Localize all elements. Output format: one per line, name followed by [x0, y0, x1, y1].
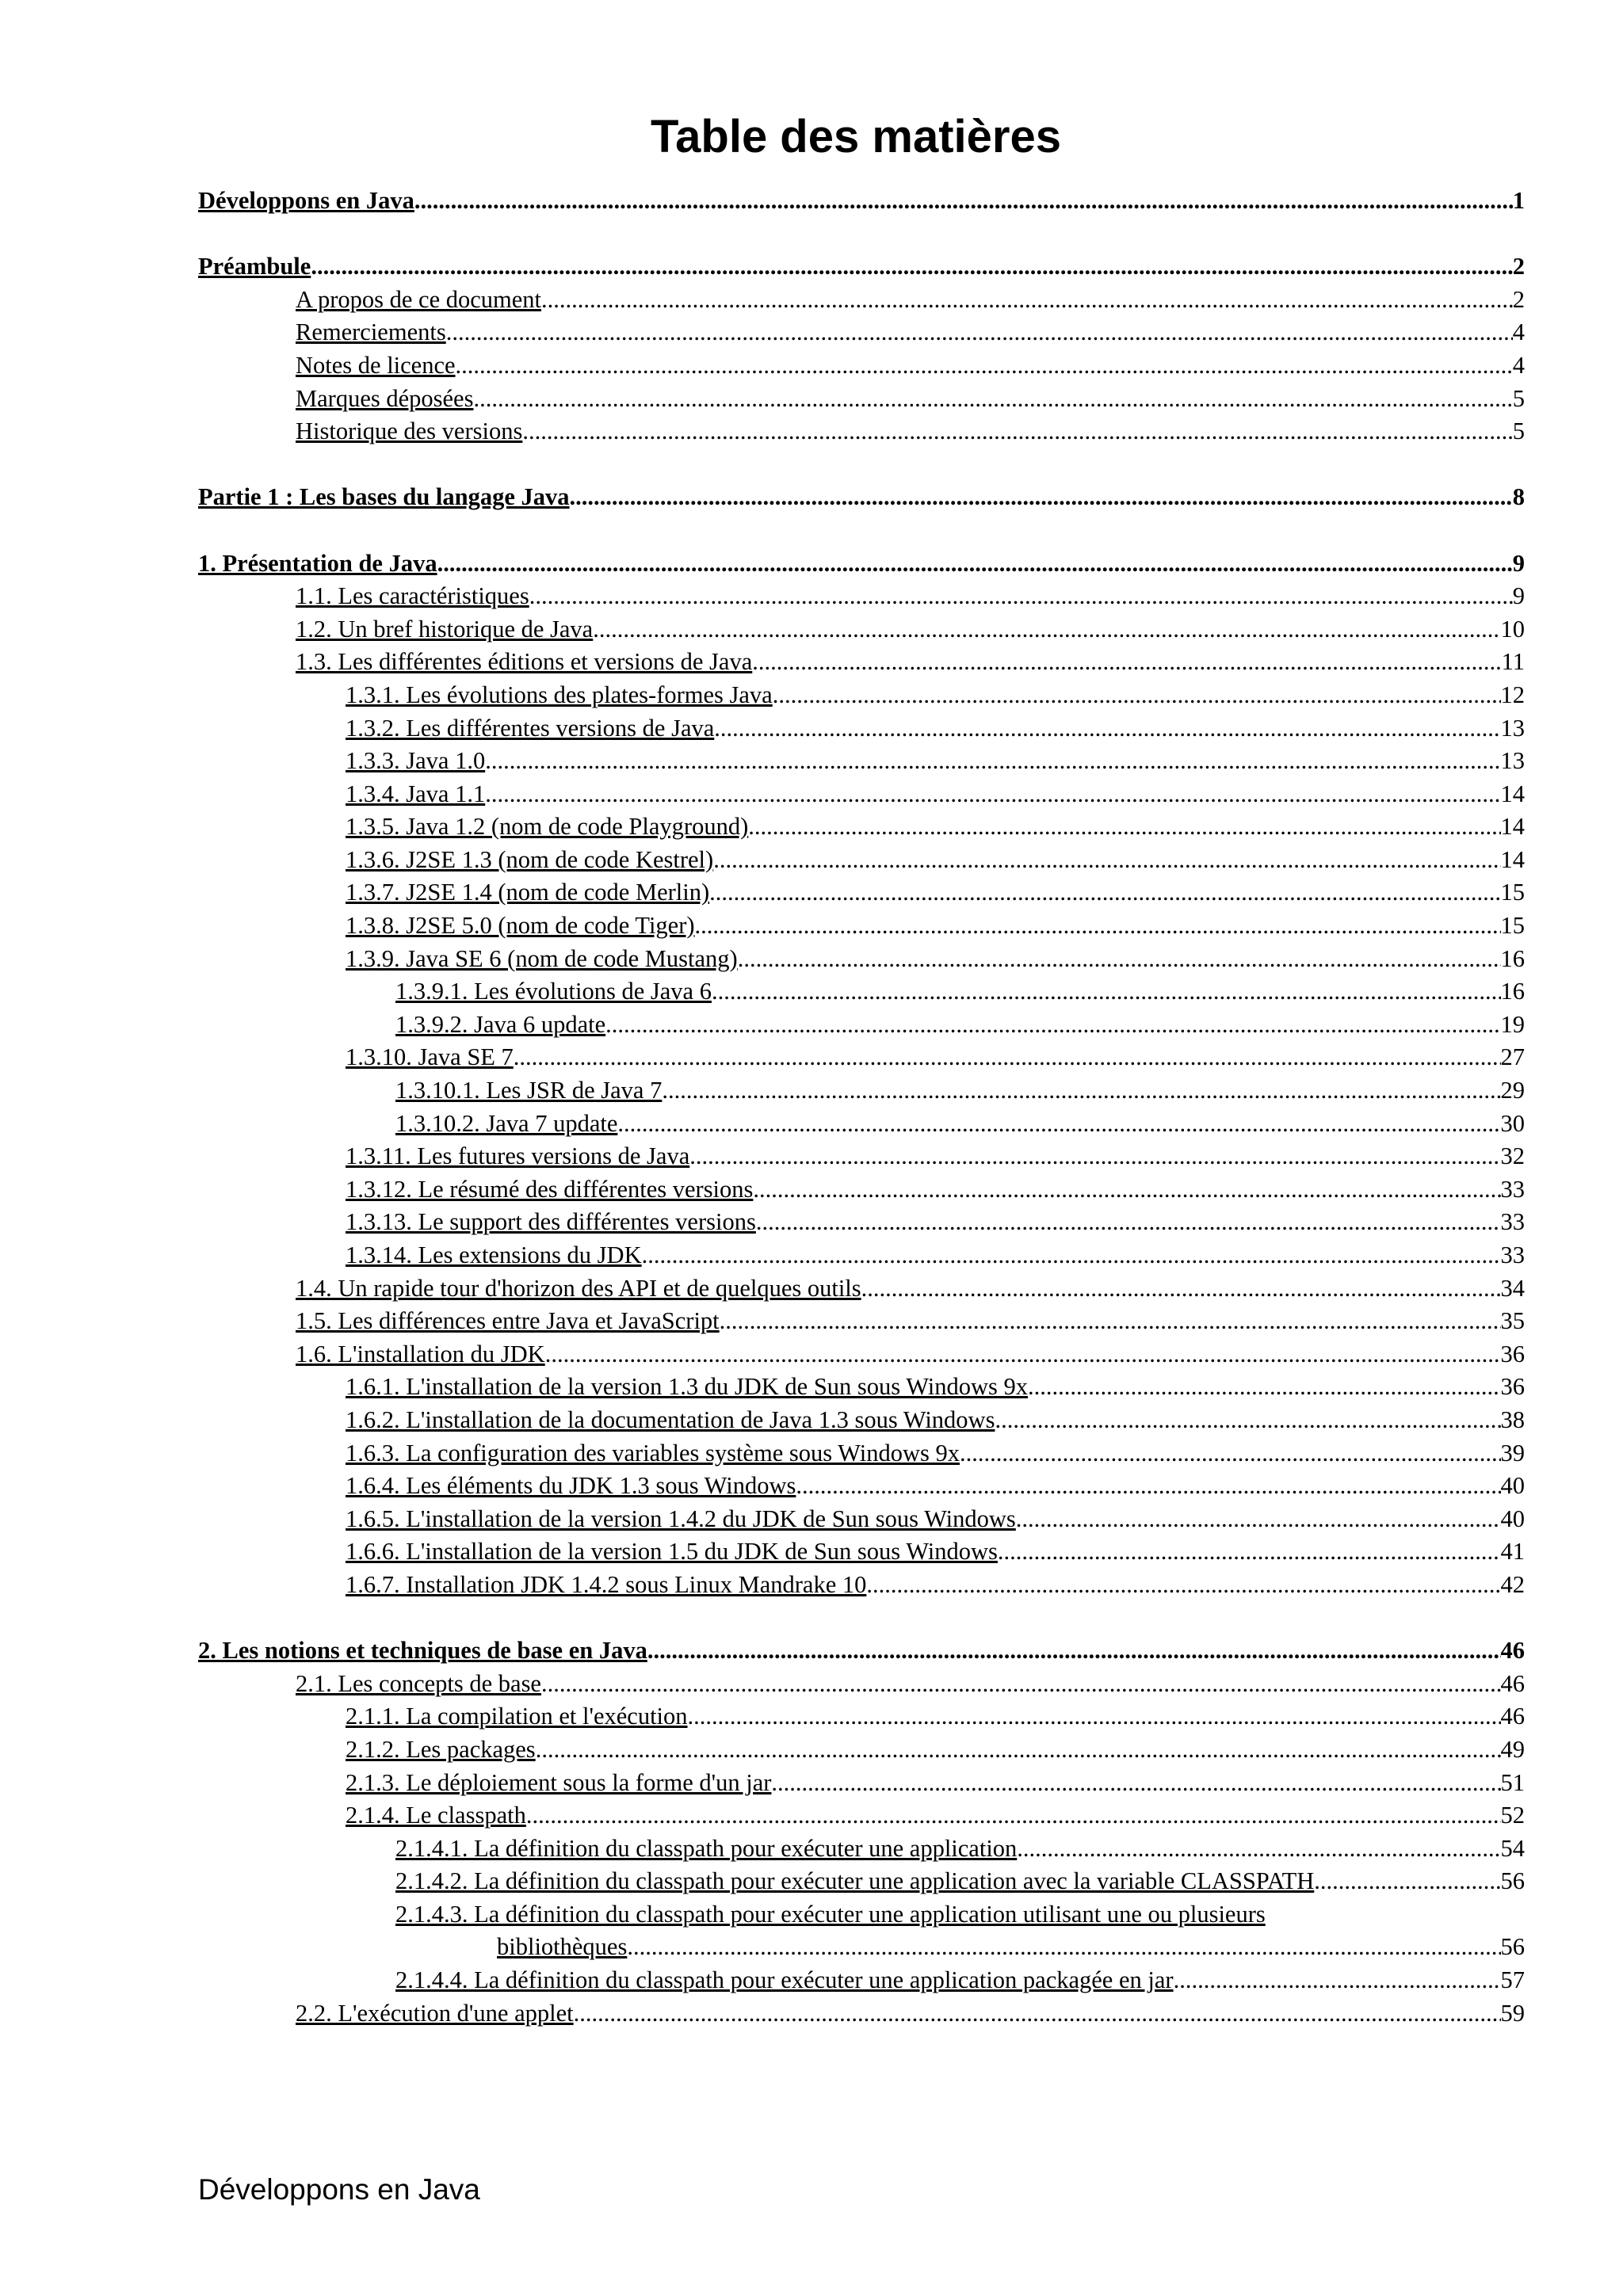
dot-leader: [713, 844, 1500, 877]
toc-entry-label[interactable]: 1.3. Les différentes éditions et versions de Java: [296, 648, 753, 676]
toc-entry-label[interactable]: Partie 1 : Les bases du langage Java: [198, 483, 570, 511]
toc-page-number: 59: [1500, 1999, 1525, 2027]
dot-leader: [456, 349, 1513, 383]
toc-entry-label[interactable]: 1.1. Les caractéristiques: [296, 582, 529, 610]
toc-entry-label[interactable]: 2.1.4.3. La définition du classpath pour exécuter une application utilisant une ou plusieurs: [395, 1900, 1266, 1928]
toc-entry[interactable]: [198, 1799, 1525, 1833]
toc-page-number: 56: [1500, 1933, 1525, 1961]
dot-leader: [689, 1140, 1500, 1173]
dot-leader: [617, 1108, 1500, 1141]
toc-entry-label[interactable]: 1. Présentation de Java: [198, 549, 437, 577]
dot-leader: [536, 1733, 1501, 1767]
toc-entry-label[interactable]: 1.5. Les différences entre Java et JavaScript: [296, 1307, 720, 1335]
dot-leader: [514, 1041, 1501, 1074]
dot-leader: [1174, 1964, 1501, 1997]
toc-entry[interactable]: [198, 1173, 1525, 1207]
dot-leader: [752, 646, 1501, 679]
toc-page-number: 16: [1500, 944, 1525, 972]
toc-page-number: 42: [1500, 1570, 1525, 1598]
toc-page-number: 12: [1500, 681, 1525, 708]
dot-leader: [446, 316, 1513, 349]
toc-entry[interactable]: [198, 1634, 1525, 1668]
dot-leader: [960, 1437, 1501, 1470]
toc-entry[interactable]: [198, 876, 1525, 910]
toc-entry[interactable]: [198, 1009, 1525, 1042]
toc-entry[interactable]: [198, 1668, 1525, 1701]
dot-leader: [541, 1668, 1501, 1701]
toc-page-number: 40: [1500, 1472, 1525, 1500]
toc-entry[interactable]: [198, 1833, 1525, 1866]
toc-entry-label[interactable]: Remerciements: [296, 318, 446, 346]
toc-page-number: 33: [1500, 1175, 1525, 1203]
toc-entry-label[interactable]: 1.3.5. Java 1.2 (nom de code Playground): [346, 813, 749, 841]
toc-entry-label[interactable]: 2.1.1. La compilation et l'exécution: [346, 1703, 688, 1730]
toc-page-number: 8: [1512, 483, 1525, 511]
toc-page-number: 4: [1512, 318, 1525, 346]
toc-entry-label[interactable]: 2.1. Les concepts de base: [296, 1669, 541, 1697]
toc-entry-label[interactable]: 2.1.4.4. La définition du classpath pour exécuter une application packagée en jar: [395, 1966, 1174, 1994]
toc-entry-label[interactable]: Préambule: [198, 253, 311, 280]
toc-page-number: 46: [1500, 1637, 1525, 1665]
toc-entry[interactable]: [198, 646, 1525, 679]
toc-entry[interactable]: [198, 349, 1525, 383]
dot-leader: [529, 580, 1513, 613]
toc-entry-label[interactable]: 1.3.7. J2SE 1.4 (nom de code Merlin): [346, 879, 710, 906]
toc-entry[interactable]: [198, 613, 1525, 646]
dot-leader: [627, 1931, 1500, 1964]
toc-page-number: 46: [1500, 1703, 1525, 1730]
dot-leader: [642, 1239, 1501, 1272]
toc-entry-label[interactable]: 1.3.9. Java SE 6 (nom de code Mustang): [346, 944, 738, 972]
toc-entry[interactable]: [198, 943, 1525, 976]
dot-leader: [796, 1470, 1500, 1503]
dot-leader: [593, 613, 1500, 646]
toc-page-number: 2: [1512, 253, 1525, 280]
page-title: Table des matières: [651, 111, 1061, 162]
toc-entry-label[interactable]: 1.6.7. Installation JDK 1.4.2 sous Linux Mandrake 10: [346, 1570, 867, 1598]
toc-entry[interactable]: [198, 844, 1525, 877]
toc-page-number: 27: [1500, 1043, 1525, 1071]
dot-leader: [485, 745, 1500, 778]
dot-leader: [545, 1338, 1501, 1371]
toc-entry[interactable]: [198, 778, 1525, 811]
toc-entry-label[interactable]: Historique des versions: [296, 418, 523, 445]
toc-entry[interactable]: [198, 284, 1525, 317]
toc-entry-label[interactable]: 1.6.5. L'installation de la version 1.4.2 du JDK de Sun sous Windows: [346, 1505, 1016, 1532]
dot-leader: [861, 1272, 1501, 1306]
dot-leader: [605, 1009, 1500, 1042]
toc-page-number: 32: [1500, 1142, 1525, 1170]
toc-page-number: 36: [1500, 1373, 1525, 1401]
toc-entry-label[interactable]: 2. Les notions et techniques de base en Java: [198, 1637, 647, 1665]
toc-page-number: 14: [1500, 813, 1525, 841]
toc-page-number: 14: [1500, 780, 1525, 807]
toc-entry-label[interactable]: 1.6.1. L'installation de la version 1.3 du JDK de Sun sous Windows 9x: [346, 1373, 1029, 1401]
toc-entry[interactable]: [198, 1140, 1525, 1173]
toc-entry-label[interactable]: 1.3.9.1. Les évolutions de Java 6: [395, 978, 712, 1005]
dot-leader: [695, 910, 1501, 943]
table-of-contents: [198, 185, 1525, 2030]
toc-entry-label[interactable]: 2.1.2. Les packages: [346, 1735, 536, 1763]
toc-entry[interactable]: [198, 679, 1525, 712]
page-footer: Développons en Java: [198, 2173, 480, 2206]
toc-entry[interactable]: [198, 1371, 1525, 1404]
toc-page-number: 49: [1500, 1735, 1525, 1763]
toc-entry-label[interactable]: 1.3.3. Java 1.0: [346, 747, 486, 775]
toc-entry-label[interactable]: Marques déposées: [296, 384, 474, 412]
toc-page-number: 5: [1512, 384, 1525, 412]
toc-page-number: 51: [1500, 1768, 1525, 1796]
toc-entry-label[interactable]: 1.3.8. J2SE 5.0 (nom de code Tiger): [346, 912, 695, 940]
dot-leader: [662, 1074, 1500, 1108]
toc-entry[interactable]: [198, 1700, 1525, 1733]
toc-entry[interactable]: [198, 1239, 1525, 1272]
toc-page-number: 56: [1500, 1867, 1525, 1895]
toc-entry-label[interactable]: 1.3.12. Le résumé des différentes versions: [346, 1175, 754, 1203]
toc-entry[interactable]: [198, 415, 1525, 448]
toc-entry[interactable]: [198, 745, 1525, 778]
toc-entry[interactable]: [198, 975, 1525, 1009]
toc-entry-label[interactable]: Notes de licence: [296, 351, 456, 379]
dot-leader: [998, 1535, 1501, 1569]
toc-entry[interactable]: [198, 1206, 1525, 1239]
dot-leader: [541, 284, 1513, 317]
toc-entry[interactable]: [198, 383, 1525, 416]
dot-leader: [526, 1799, 1501, 1833]
toc-page-number: 52: [1500, 1802, 1525, 1829]
toc-entry-label[interactable]: 1.3.9.2. Java 6 update: [395, 1010, 606, 1038]
toc-page-number: 5: [1512, 418, 1525, 445]
toc-page-number: 41: [1500, 1538, 1525, 1566]
dot-leader: [714, 712, 1500, 746]
toc-entry-label[interactable]: 1.3.11. Les futures versions de Java: [346, 1142, 690, 1170]
toc-page-number: 9: [1512, 582, 1525, 610]
dot-leader: [522, 415, 1512, 448]
toc-page-number: 16: [1500, 978, 1525, 1005]
dot-leader: [473, 383, 1512, 416]
toc-entry[interactable]: [198, 1272, 1525, 1306]
dot-leader: [748, 810, 1500, 844]
toc-entry[interactable]: [198, 1074, 1525, 1108]
toc-entry[interactable]: [198, 712, 1525, 746]
toc-entry-label[interactable]: 1.3.14. Les extensions du JDK: [346, 1241, 642, 1268]
toc-page-number: 30: [1500, 1109, 1525, 1137]
dot-leader: [712, 975, 1501, 1009]
toc-entry[interactable]: [198, 580, 1525, 613]
toc-entry[interactable]: [198, 1041, 1525, 1074]
toc-entry[interactable]: [198, 1503, 1525, 1536]
toc-entry-label[interactable]: 1.3.13. Le support des différentes versions: [346, 1208, 756, 1236]
toc-entry[interactable]: [198, 316, 1525, 349]
toc-entry-label[interactable]: 1.4. Un rapide tour d'horizon des API et de quelques outils: [296, 1274, 861, 1302]
toc-page-number: 1: [1512, 187, 1525, 214]
toc-entry-label[interactable]: 1.3.10.2. Java 7 update: [395, 1109, 618, 1137]
toc-page-number: 19: [1500, 1010, 1525, 1038]
dot-leader: [1314, 1865, 1500, 1898]
dot-leader: [570, 481, 1513, 514]
toc-page-number: 15: [1500, 912, 1525, 940]
toc-entry-label[interactable]: 2.1.4.1. La définition du classpath pour exécuter une application: [395, 1834, 1018, 1862]
toc-entry[interactable]: [198, 1964, 1525, 1997]
toc-page-number: 13: [1500, 747, 1525, 775]
toc-entry-label[interactable]: 2.1.4.2. La définition du classpath pour exécuter une application avec la variable CLASSPATH: [395, 1867, 1315, 1895]
toc-entry[interactable]: [198, 1898, 1525, 1964]
dot-leader: [773, 679, 1501, 712]
toc-entry-label[interactable]: 2.1.3. Le déploiement sous la forme d'un jar: [346, 1768, 772, 1796]
toc-page-number: 39: [1500, 1439, 1525, 1466]
toc-entry[interactable]: [198, 1865, 1525, 1898]
toc-entry[interactable]: [198, 910, 1525, 943]
dot-leader: [995, 1404, 1500, 1437]
toc-entry[interactable]: [198, 1535, 1525, 1569]
toc-entry-label[interactable]: 1.3.2. Les différentes versions de Java: [346, 714, 715, 742]
toc-page-number: 15: [1500, 879, 1525, 906]
toc-entry-label[interactable]: 1.3.6. J2SE 1.3 (nom de code Kestrel): [346, 845, 714, 873]
toc-entry-label[interactable]: Développons en Java: [198, 187, 414, 214]
dot-leader: [720, 1305, 1501, 1338]
toc-entry-label[interactable]: 1.6.6. L'installation de la version 1.5 du JDK de Sun sous Windows: [346, 1538, 998, 1566]
dot-leader: [1017, 1833, 1500, 1866]
toc-entry-label[interactable]: 1.3.4. Java 1.1: [346, 780, 486, 807]
toc-entry[interactable]: [198, 1569, 1525, 1602]
toc-page-number: 2: [1512, 285, 1525, 313]
toc-entry[interactable]: [198, 1997, 1525, 2031]
toc-page-number: 10: [1500, 615, 1525, 643]
toc-page-number: 40: [1500, 1505, 1525, 1532]
dot-leader: [647, 1634, 1501, 1668]
toc-page-number: 36: [1500, 1340, 1525, 1367]
dot-leader: [866, 1569, 1500, 1602]
toc-entry-label[interactable]: 1.6.2. L'installation de la documentation de Java 1.3 sous Windows: [346, 1405, 995, 1433]
dot-leader: [688, 1700, 1501, 1733]
dot-leader: [771, 1767, 1500, 1800]
toc-page-number: 57: [1500, 1966, 1525, 1994]
toc-page-number: 46: [1500, 1669, 1525, 1697]
toc-entry-label[interactable]: 1.3.1. Les évolutions des plates-formes Java: [346, 681, 773, 708]
toc-page-number: 4: [1512, 351, 1525, 379]
dot-leader: [756, 1206, 1501, 1239]
dot-leader: [753, 1173, 1500, 1207]
toc-entry-label[interactable]: 1.3.10.1. Les JSR de Java 7: [395, 1077, 663, 1104]
dot-leader: [485, 778, 1500, 811]
dot-leader: [574, 1997, 1501, 2031]
toc-entry-label[interactable]: 2.1.4. Le classpath: [346, 1802, 526, 1829]
toc-entry-label[interactable]: 1.2. Un bref historique de Java: [296, 615, 594, 643]
toc-entry-label[interactable]: 1.3.10. Java SE 7: [346, 1043, 514, 1071]
toc-entry[interactable]: [198, 1305, 1525, 1338]
toc-entry-label[interactable]: 1.6. L'installation du JDK: [296, 1340, 545, 1367]
toc-page-number: 33: [1500, 1208, 1525, 1236]
dot-leader: [1016, 1503, 1501, 1536]
toc-page-number: 29: [1500, 1077, 1525, 1104]
toc-entry-label[interactable]: A propos de ce document: [296, 285, 542, 313]
toc-entry-label-continued[interactable]: bibliothèques: [497, 1933, 628, 1961]
toc-page-number: 13: [1500, 714, 1525, 742]
toc-entry[interactable]: [198, 810, 1525, 844]
toc-entry[interactable]: [198, 481, 1525, 514]
dot-leader: [437, 547, 1513, 581]
toc-entry-label[interactable]: 1.6.4. Les éléments du JDK 1.3 sous Windows: [346, 1472, 796, 1500]
toc-page-number: 35: [1500, 1307, 1525, 1335]
toc-entry[interactable]: [198, 250, 1525, 284]
toc-page-number: 14: [1500, 845, 1525, 873]
toc-entry[interactable]: [198, 1733, 1525, 1767]
toc-entry[interactable]: [198, 1338, 1525, 1371]
toc-entry-label[interactable]: 2.2. L'exécution d'une applet: [296, 1999, 574, 2027]
toc-entry[interactable]: [198, 1470, 1525, 1503]
toc-entry[interactable]: [198, 1767, 1525, 1800]
dot-leader: [709, 876, 1500, 910]
toc-page-number: 33: [1500, 1241, 1525, 1268]
toc-page-number: 11: [1501, 648, 1525, 676]
toc-page-number: 9: [1512, 549, 1525, 577]
dot-leader: [414, 185, 1513, 218]
dot-leader: [738, 943, 1501, 976]
toc-entry[interactable]: [198, 185, 1525, 218]
toc-page-number: 54: [1500, 1834, 1525, 1862]
toc-entry[interactable]: [198, 1404, 1525, 1437]
toc-page-number: 34: [1500, 1274, 1525, 1302]
dot-leader: [1028, 1371, 1500, 1404]
toc-entry[interactable]: [198, 1108, 1525, 1141]
toc-entry-label[interactable]: 1.6.3. La configuration des variables système sous Windows 9x: [346, 1439, 960, 1466]
toc-page-number: 38: [1500, 1405, 1525, 1433]
toc-entry[interactable]: [198, 1437, 1525, 1470]
dot-leader: [311, 250, 1512, 284]
toc-entry[interactable]: [198, 547, 1525, 581]
